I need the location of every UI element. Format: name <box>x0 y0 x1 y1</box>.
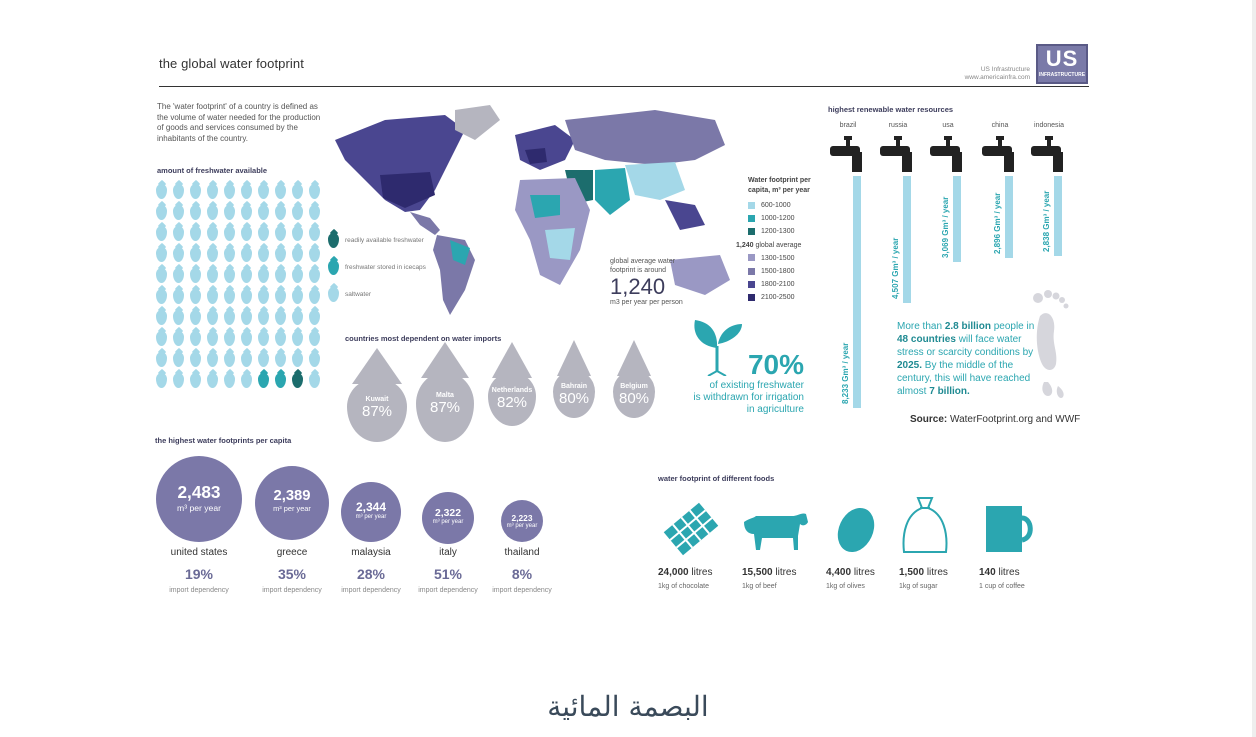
water-drop-icon <box>156 373 167 388</box>
import-dependency-label: import dependency <box>169 587 229 594</box>
food-description: 1kg of beef <box>742 583 777 590</box>
water-drop-icon <box>207 205 218 220</box>
water-drop-icon <box>275 184 286 199</box>
map-legend-item: 1300-1500 <box>748 252 811 265</box>
tap-country-label: russia <box>888 122 908 129</box>
water-drop-icon <box>173 352 184 367</box>
stream-value-label: 3,069 Gm³ / year <box>941 196 950 258</box>
footprint-value: 2,223 <box>511 512 533 523</box>
water-drop-icon <box>190 373 201 388</box>
legend-swatch <box>748 254 755 261</box>
stream-value-label: 8,233 Gm³ / year <box>841 342 850 404</box>
water-drop-icon <box>275 268 286 283</box>
water-drop-icon <box>173 331 184 346</box>
water-drop-icon <box>292 184 303 199</box>
import-dependency-percent: 51% <box>433 566 463 582</box>
infographic-title: the global water footprint <box>159 56 304 71</box>
water-drop-icon <box>258 268 269 283</box>
stream-value-label: 4,507 Gm³ / year <box>891 237 900 299</box>
legend-swatch <box>748 228 755 235</box>
legend-swatch <box>748 294 755 301</box>
food-amount: 24,000 litres <box>658 567 713 578</box>
water-drop-icon <box>173 289 184 304</box>
water-drop-icon <box>275 247 286 262</box>
water-drop-icon <box>224 247 235 262</box>
water-drop-icon <box>207 184 218 199</box>
water-stream-bar <box>903 176 911 303</box>
freshwater-drops-grid <box>156 184 326 388</box>
import-dependency-label: import dependency <box>418 587 478 594</box>
water-drop-icon <box>309 289 320 304</box>
footprint-value: 2,322 <box>434 507 461 519</box>
per-capita-circle <box>156 456 242 542</box>
water-drop-icon <box>224 184 235 199</box>
import-country: Belgium <box>620 383 648 391</box>
food-amount: 1,500 litres <box>899 567 948 578</box>
water-drop-icon <box>190 205 201 220</box>
water-drop-icon <box>275 331 286 346</box>
water-drop-icon <box>207 268 218 283</box>
import-drop <box>347 378 407 442</box>
mug-icon <box>982 502 1036 556</box>
water-drop-icon <box>309 310 320 325</box>
water-drop-icon <box>258 373 269 388</box>
import-percent: 80% <box>618 390 650 408</box>
water-drop-icon <box>292 373 303 388</box>
tap-country-label: brazil <box>839 122 857 129</box>
water-drop-icon <box>241 310 252 325</box>
water-drop-icon <box>258 352 269 367</box>
tap-icon <box>880 136 916 176</box>
map-legend-item: 1000-1200 <box>748 212 811 225</box>
water-drop-icon <box>207 289 218 304</box>
water-stream-bar <box>853 176 861 408</box>
water-drop-icon <box>156 205 167 220</box>
freshwater-heading: amount of freshwater available <box>157 166 268 175</box>
water-drop-icon <box>292 226 303 241</box>
water-drop-icon <box>224 310 235 325</box>
water-drop-icon <box>224 268 235 283</box>
water-drop-icon <box>275 205 286 220</box>
water-drop-icon <box>173 268 184 283</box>
water-drop-icon <box>190 352 201 367</box>
tap-icon <box>930 136 966 176</box>
chocolate-icon <box>660 498 722 560</box>
food-amount: 140 litres <box>979 567 1020 578</box>
import-dependency-percent: 19% <box>184 566 214 582</box>
water-drop-icon <box>258 310 269 325</box>
water-drop-icon <box>190 310 201 325</box>
water-drop-icon <box>241 373 252 388</box>
import-percent: 87% <box>361 402 393 420</box>
water-drop-icon <box>292 352 303 367</box>
water-drop-icon <box>190 247 201 262</box>
water-drop-icon <box>173 205 184 220</box>
import-country: Bahrain <box>560 383 588 391</box>
tap-country-label: usa <box>942 122 954 129</box>
water-drop-icon <box>224 373 235 388</box>
water-drop-icon <box>190 331 201 346</box>
water-drop-icon <box>241 205 252 220</box>
import-country: Netherlands <box>491 387 533 395</box>
tap-icon <box>982 136 1018 176</box>
water-drop-icon <box>224 289 235 304</box>
import-country: Malta <box>436 391 454 399</box>
footprint-unit: m³ per year <box>355 514 387 520</box>
water-drop-icon <box>309 247 320 262</box>
water-drop-icon <box>156 310 167 325</box>
water-drop-icon <box>173 226 184 241</box>
water-drop-icon <box>258 205 269 220</box>
water-drop-icon <box>156 184 167 199</box>
food-amount: 4,400 litres <box>826 567 875 578</box>
map-legend-item: 600-1000 <box>748 199 811 212</box>
import-country: Kuwait <box>365 395 389 403</box>
intro-text: The 'water footprint' of a country is defined as the volume of water needed for the production of goods and services consumed by the inhabitants of the country. <box>157 102 321 143</box>
water-drop-icon <box>156 247 167 262</box>
per-capita-circle <box>422 492 474 544</box>
water-drop-icon <box>275 352 286 367</box>
map-legend: Water footprint per capita, m³ per year 600-1000 1000-1200 1200-1300 1,240 global average 1300-1500 1500-1800 1800-2100 2100-2500 <box>748 176 811 305</box>
per-capita-circle <box>255 466 329 540</box>
sugar-bag-icon <box>900 494 950 556</box>
legend-swatch <box>748 281 755 288</box>
water-drop-icon <box>207 247 218 262</box>
country-label: italy <box>439 547 457 558</box>
tap-country-label: indonesia <box>1034 122 1064 129</box>
map-legend-item: 2100-2500 <box>748 291 811 304</box>
import-drop <box>613 370 655 418</box>
water-drop-icon <box>207 310 218 325</box>
water-drop-icon <box>241 289 252 304</box>
water-drop-icon <box>207 373 218 388</box>
page-scrollbar[interactable] <box>1252 0 1256 737</box>
foods-heading: water footprint of different foods <box>658 474 775 483</box>
water-drop-icon <box>258 331 269 346</box>
footprint-value: 2,389 <box>273 488 311 505</box>
legend-swatch <box>748 215 755 222</box>
water-drop-icon <box>156 331 167 346</box>
renewable-heading: highest renewable water resources <box>828 105 954 114</box>
water-drop-icon <box>207 331 218 346</box>
water-drop-icon <box>309 268 320 283</box>
water-drop-icon <box>224 352 235 367</box>
water-drop-icon <box>190 226 201 241</box>
country-label: greece <box>276 547 308 558</box>
title-rule <box>159 86 1089 87</box>
agriculture-stat: 70% of existing freshwater is withdrawn for irrigation in agriculture <box>693 349 804 415</box>
water-drop-icon <box>258 289 269 304</box>
food-description: 1kg of chocolate <box>658 583 709 590</box>
import-drop <box>488 372 536 426</box>
footprint-unit: m³ per year <box>432 518 464 525</box>
tap-icon <box>1031 136 1067 176</box>
import-dependency-percent: 35% <box>277 566 307 582</box>
water-drop-icon <box>275 310 286 325</box>
tap-icon <box>830 136 866 176</box>
olive-icon <box>834 506 878 554</box>
footprint-unit: m³ per year <box>506 522 538 529</box>
per-capita-heading: the highest water footprints per capita <box>155 436 292 445</box>
footprint-value: 2,344 <box>355 500 387 514</box>
import-drop <box>416 372 474 442</box>
water-drop-icon <box>309 352 320 367</box>
water-drop-icon <box>190 268 201 283</box>
water-drop-icon <box>241 184 252 199</box>
freshwater-legend: readily available freshwater freshwater stored in icecaps saltwater <box>328 233 426 302</box>
water-drop-icon <box>241 247 252 262</box>
per-capita-circle <box>341 482 401 542</box>
water-drop-icon <box>190 289 201 304</box>
water-drop-icon <box>156 268 167 283</box>
water-drop-icon <box>309 331 320 346</box>
food-description: 1kg of olives <box>826 583 865 590</box>
water-stream-bar <box>953 176 961 262</box>
import-drop <box>553 370 595 418</box>
source-credit: Source: WaterFootprint.org and WWF <box>910 414 1081 425</box>
map-legend-item: 1800-2100 <box>748 278 811 291</box>
water-drop-icon <box>207 352 218 367</box>
scarcity-text: More than 2.8 billion people in 48 countries will face water stress or scarcity conditions by 2025. By the middle of the century, this will have reached almost 7 billion. <box>897 321 1035 397</box>
water-drop-icon <box>190 184 201 199</box>
water-drop-icon <box>224 331 235 346</box>
import-dependency-percent: 28% <box>356 566 386 582</box>
food-description: 1kg of sugar <box>899 583 938 590</box>
water-drop-icon <box>309 373 320 388</box>
legend-swatch <box>748 202 755 209</box>
water-drop-icon <box>241 331 252 346</box>
water-drop-icon <box>241 352 252 367</box>
water-drop-icon <box>224 205 235 220</box>
water-drop-icon <box>173 310 184 325</box>
water-drop-icon <box>292 331 303 346</box>
water-drop-icon <box>173 184 184 199</box>
water-drop-icon <box>258 226 269 241</box>
water-drop-icon <box>258 184 269 199</box>
water-drop-icon <box>258 247 269 262</box>
country-label: united states <box>170 547 228 558</box>
stream-value-label: 2,896 Gm³ / year <box>993 192 1002 254</box>
map-legend-item: 1200-1300 <box>748 225 811 238</box>
global-average-callout: global average water footprint is around 1,240 m3 per year per person <box>610 258 683 306</box>
water-drop-icon <box>292 247 303 262</box>
map-legend-item: 1500-1800 <box>748 265 811 278</box>
water-drop-icon <box>275 226 286 241</box>
page-caption: البصمة المائية <box>547 690 709 723</box>
water-drop-icon <box>292 268 303 283</box>
imports-heading: countries most dependent on water imports <box>345 334 502 343</box>
import-percent: 80% <box>558 390 590 408</box>
water-drop-icon <box>292 289 303 304</box>
water-drop-icon <box>309 205 320 220</box>
import-percent: 82% <box>496 394 528 412</box>
water-drop-icon <box>156 226 167 241</box>
water-drop-icon <box>309 226 320 241</box>
water-stream-bar <box>1005 176 1013 258</box>
water-drop-icon <box>224 226 235 241</box>
food-description: 1 cup of coffee <box>979 583 1025 590</box>
stream-value-label: 2,838 Gm³ / year <box>1042 190 1051 252</box>
footprint-value: 2,483 <box>177 481 221 502</box>
import-dependency-label: import dependency <box>262 587 322 594</box>
footprint-unit: m³ per year <box>177 502 221 513</box>
water-drop-icon <box>173 373 184 388</box>
water-drop-icon <box>156 352 167 367</box>
legend-swatch <box>748 268 755 275</box>
us-infrastructure-logo: US INFRASTRUCTURE <box>1036 44 1088 84</box>
water-drop-icon <box>241 268 252 283</box>
water-drop-icon <box>156 289 167 304</box>
cow-icon <box>740 508 810 554</box>
country-label: thailand <box>504 547 540 558</box>
food-amount: 15,500 litres <box>742 567 797 578</box>
water-drop-icon <box>241 226 252 241</box>
import-dependency-label: import dependency <box>341 587 401 594</box>
import-dependency-percent: 8% <box>511 566 533 582</box>
import-dependency-label: import dependency <box>492 587 552 594</box>
water-drop-icon <box>292 205 303 220</box>
logo-caption: US Infrastructure www.americainfra.com <box>964 66 1030 81</box>
water-drop-icon <box>173 247 184 262</box>
water-drop-icon <box>309 184 320 199</box>
import-percent: 87% <box>429 398 461 416</box>
per-capita-circle <box>501 500 543 542</box>
water-stream-bar <box>1054 176 1062 256</box>
country-label: malaysia <box>351 547 391 558</box>
tap-country-label: china <box>991 122 1009 129</box>
water-drop-icon <box>207 226 218 241</box>
water-drop-icon <box>275 289 286 304</box>
water-drop-icon <box>275 373 286 388</box>
water-drop-icon <box>292 310 303 325</box>
footprint-unit: m³ per year <box>273 504 311 514</box>
